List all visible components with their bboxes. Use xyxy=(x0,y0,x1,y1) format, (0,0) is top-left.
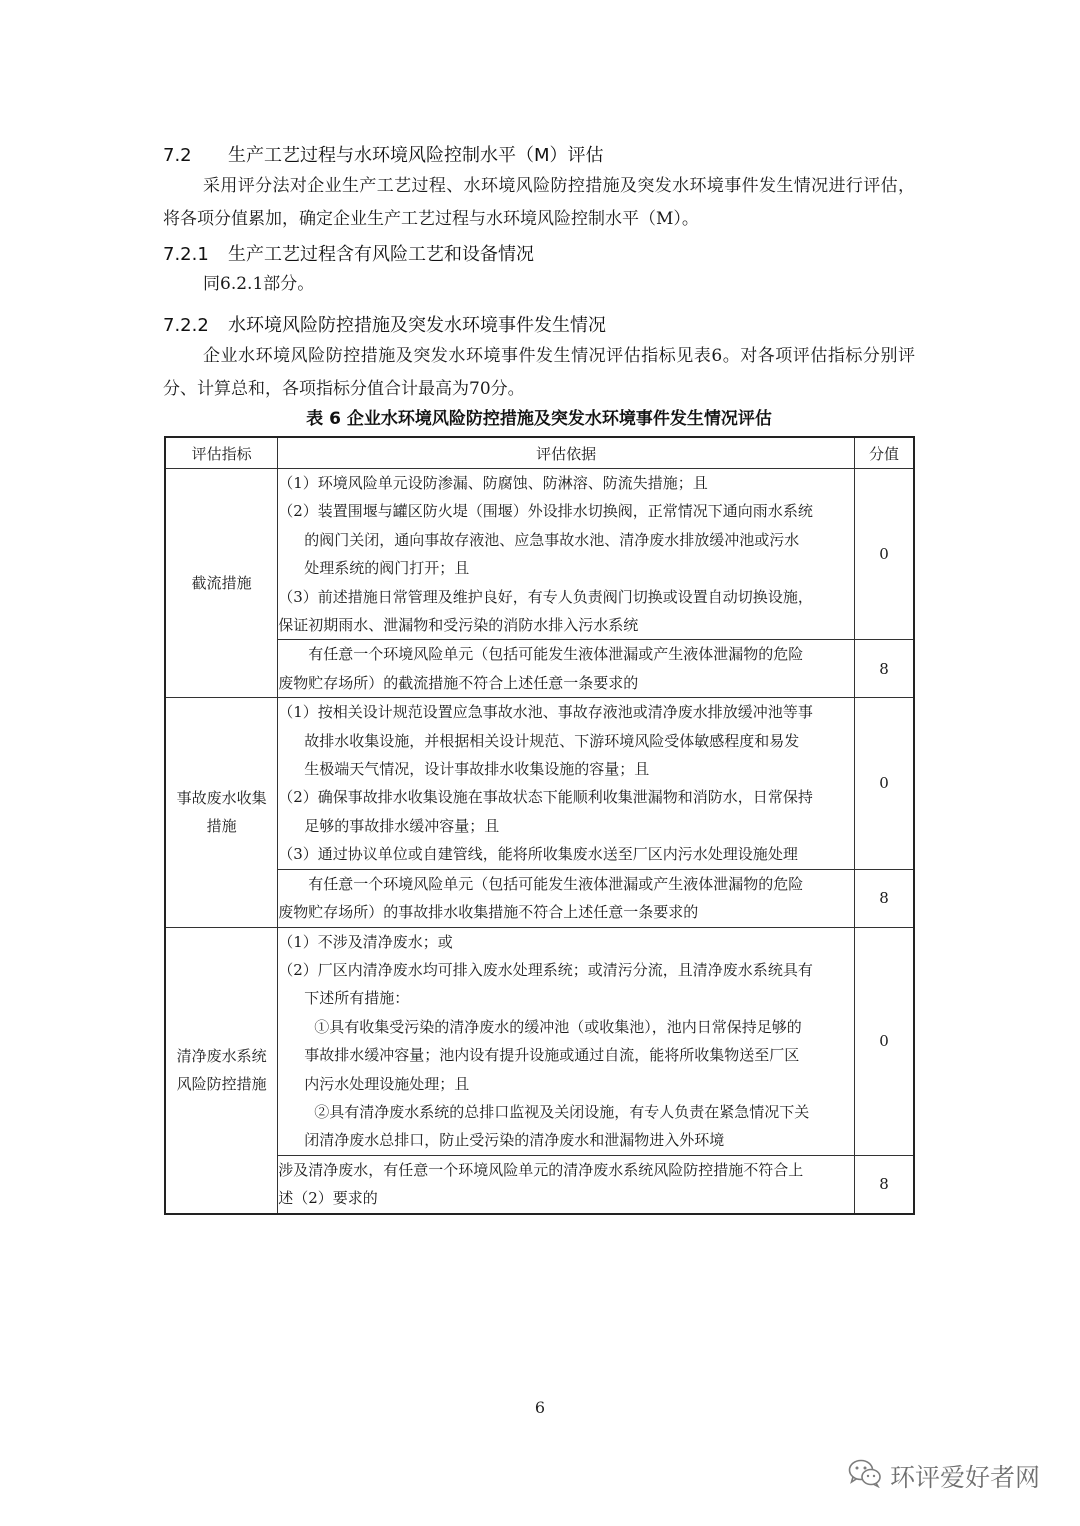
table-row xyxy=(165,640,914,698)
criteria-line: 故排水收集设施，并根据相关设计规范、下游环境风险受体敏感程度和易发 xyxy=(304,731,800,750)
indicator-label: 风险防控措施 xyxy=(176,1075,267,1094)
criteria-line: 述（2）要求的 xyxy=(278,1189,378,1208)
evaluation-table xyxy=(164,436,915,1215)
paragraph-7-2: 采用评分法对企业生产工艺过程、水环境风险防控措施及突发水环境事件发生情况进行评估，将各项分值累加，确定企业生产工艺过程与水环境风险控制水平（M）。 xyxy=(163,176,915,229)
table-row xyxy=(165,869,914,927)
indicator-cell xyxy=(165,469,278,698)
criteria-line: 生极端天气情况，设计事故排水收集设施的容量；且 xyxy=(304,760,650,779)
section-number: 7.2 xyxy=(163,145,192,166)
criteria-line: 内污水处理设施处理；且 xyxy=(304,1074,470,1093)
section-title: 水环境风险防控措施及突发水环境事件发生情况 xyxy=(228,315,606,336)
indicator-cell xyxy=(165,698,278,927)
table-row xyxy=(165,927,914,1155)
criteria-line: 废物贮存场所）的事故排水收集措施不符合上述任意一条要求的 xyxy=(278,903,699,922)
paragraph-7-2-1: 同6.2.1部分。 xyxy=(203,274,315,294)
watermark xyxy=(848,1458,1040,1494)
criteria-line: （2）确保事故排水收集设施在事故状态下能顺利收集泄漏物和消防水，日常保持 xyxy=(278,788,813,807)
criteria-line: 涉及清净废水，有任意一个环境风险单元的清净废水系统风险防控措施不符合上 xyxy=(278,1160,804,1179)
criteria-line: （2）装置围堰与罐区防火堤（围堰）外设排水切换阀，正常情况下通向雨水系统 xyxy=(278,502,813,521)
criteria-line: ①具有收集受污染的清净废水的缓冲池（或收集池），池内日常保持足够的 xyxy=(314,1017,802,1036)
criteria-line: 闭清净废水总排口，防止受污染的清净废水和泄漏物进入外环境 xyxy=(304,1131,725,1150)
criteria-line: 事故排水缓冲容量；池内设有提升设施或通过自流，能将所收集物送至厂区 xyxy=(304,1046,800,1065)
table-row xyxy=(165,469,914,640)
criteria-line: （1）环境风险单元设防渗漏、防腐蚀、防淋溶、防流失措施；且 xyxy=(278,474,708,492)
section-number: 7.2.1 xyxy=(163,244,209,265)
score-cell: 0 xyxy=(855,469,914,640)
criteria-line: 保证初期雨水、泄漏物和受污染的消防水排入污水系统 xyxy=(278,616,639,635)
criteria-line: （3）通过协议单位或自建管线，能将所收集废水送至厂区内污水处理设施处理 xyxy=(278,845,798,864)
table-row xyxy=(165,698,914,869)
indicator-label: 清净废水系统 xyxy=(176,1047,267,1066)
section-title: 生产工艺过程含有风险工艺和设备情况 xyxy=(228,244,534,265)
criteria-cell xyxy=(278,469,855,640)
header-score: 分值 xyxy=(855,437,914,469)
score-cell: 8 xyxy=(855,640,914,698)
criteria-cell xyxy=(278,927,855,1155)
criteria-line: （1）按相关设计规范设置应急事故水池、事故存液池或清净废水排放缓冲池等事 xyxy=(278,703,813,722)
header-basis: 评估依据 xyxy=(278,437,855,469)
table-caption: 表 6 企业水环境风险防控措施及突发水环境事件发生情况评估 xyxy=(306,409,772,429)
header-indicator: 评估指标 xyxy=(165,437,278,469)
section-7-2-2-heading xyxy=(163,311,606,337)
indicator-cell xyxy=(165,927,278,1214)
criteria-cell xyxy=(278,1155,855,1213)
criteria-line: （3）前述措施日常管理及维护良好，有专人负责阀门切换或设置自动切换设施， xyxy=(278,587,813,606)
criteria-line: 的阀门关闭，通向事故存液池、应急事故水池、清净废水排放缓冲池或污水 xyxy=(304,530,800,549)
score-cell: 8 xyxy=(855,869,914,927)
criteria-line: 下述所有措施： xyxy=(304,989,410,1008)
paragraph-7-2-2: 企业水环境风险防控措施及突发水环境事件发生情况评估指标见表6。对各项评估指标分别评分、计算总和，各项指标分值合计最高为70分。 xyxy=(163,346,915,399)
criteria-cell xyxy=(278,640,855,698)
section-title: 生产工艺过程与水环境风险控制水平（M）评估 xyxy=(228,145,604,166)
score-cell: 0 xyxy=(855,927,914,1155)
indicator-label: 事故废水收集 xyxy=(176,789,267,808)
criteria-cell xyxy=(278,698,855,869)
section-7-2-1-heading xyxy=(163,240,534,266)
criteria-cell xyxy=(278,869,855,927)
section-7-2-heading xyxy=(163,141,604,167)
criteria-line: 足够的事故排水缓冲容量；且 xyxy=(304,816,500,835)
table-header-row xyxy=(165,437,914,469)
score-cell: 8 xyxy=(855,1155,914,1213)
section-number: 7.2.2 xyxy=(163,315,209,336)
criteria-line: （2）厂区内清净废水均可排入废水处理系统；或清污分流，且清净废水系统具有 xyxy=(278,960,813,979)
criteria-line: 有任意一个环境风险单元（包括可能发生液体泄漏或产生液体泄漏物的危险 xyxy=(308,645,804,664)
indicator-label: 措施 xyxy=(206,817,237,836)
table-row xyxy=(165,1155,914,1213)
criteria-line: （1）不涉及清净废水；或 xyxy=(278,932,453,951)
criteria-line: 处理系统的阀门打开；且 xyxy=(304,559,470,578)
watermark-text: 环评爱好者网 xyxy=(890,1463,1041,1492)
page-number: 6 xyxy=(534,1398,546,1417)
criteria-line: 有任意一个环境风险单元（包括可能发生液体泄漏或产生液体泄漏物的危险 xyxy=(308,874,804,893)
indicator-label: 截流措施 xyxy=(191,574,252,593)
wechat-icon xyxy=(848,1458,882,1494)
score-cell: 0 xyxy=(855,698,914,869)
criteria-line: ②具有清净废水系统的总排口监视及关闭设施，有专人负责在紧急情况下关 xyxy=(314,1102,810,1121)
criteria-line: 废物贮存场所）的截流措施不符合上述任意一条要求的 xyxy=(278,673,639,692)
